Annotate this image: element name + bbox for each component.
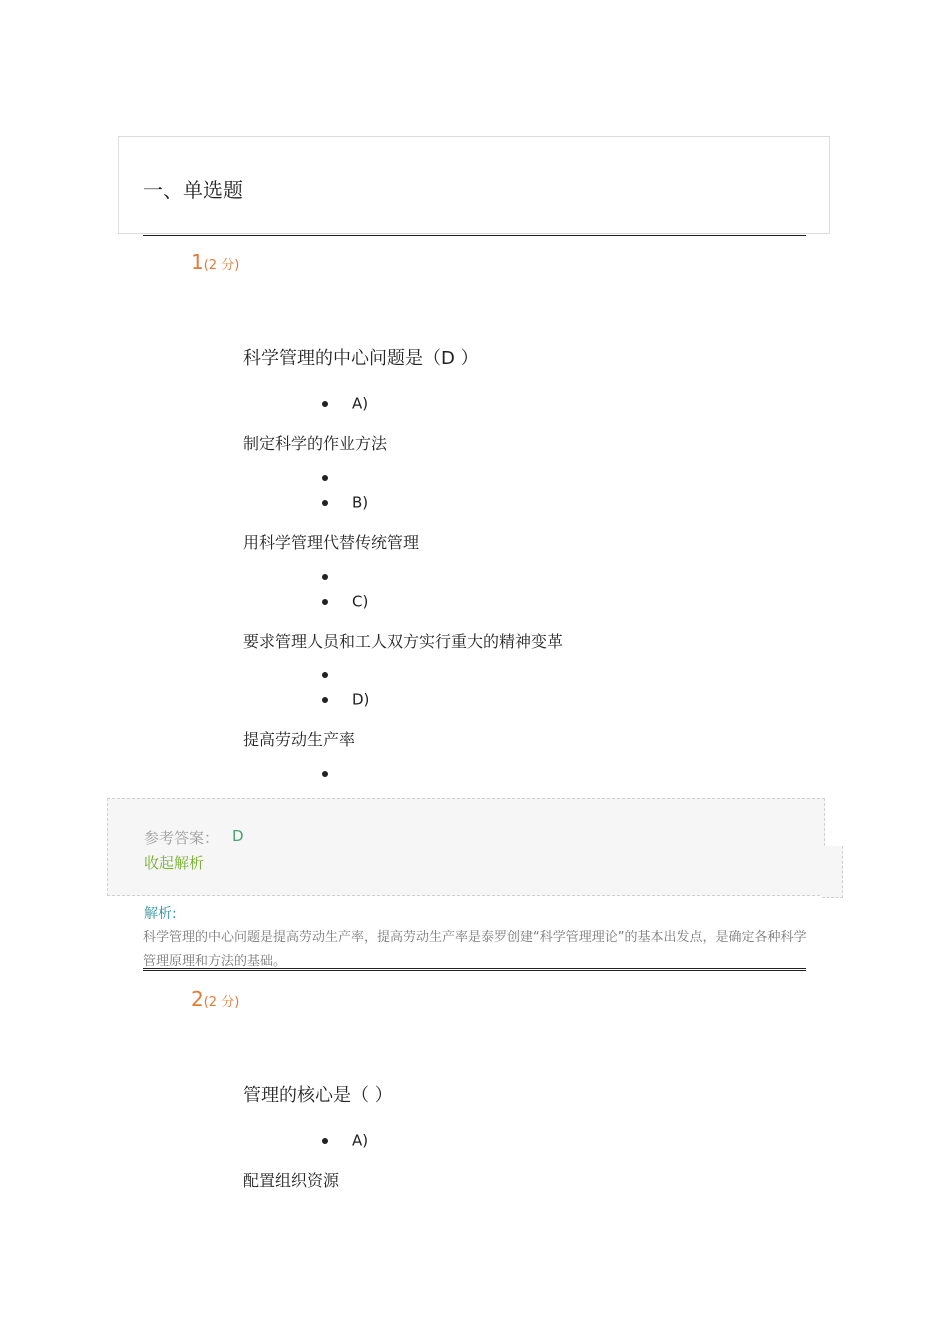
empty-bullet <box>322 467 352 486</box>
section-divider <box>143 235 806 236</box>
option-text: 提高劳动生产率 <box>243 730 356 749</box>
empty-bullet <box>322 763 352 782</box>
bullet-icon <box>322 500 328 506</box>
analysis-text: 科学管理的中心问题是提高劳动生产率，提高劳动生产率是泰罗创建“科学管理理论”的基本出发点，是确定各种科学管理原理和方法的基础。 <box>143 930 807 969</box>
question-text: 管理的核心是（ ） <box>243 1085 393 1106</box>
section-title: 一、单选题 <box>143 178 243 202</box>
answer-value: D <box>232 827 244 845</box>
option-item[interactable] <box>322 689 369 709</box>
option-item[interactable] <box>322 492 368 512</box>
question-text: 科学管理的中心问题是（D ） <box>243 348 479 369</box>
bullet-icon <box>322 599 328 605</box>
bullet-icon <box>322 401 328 407</box>
answer-panel-edge <box>822 846 843 898</box>
option-text: 要求管理人员和工人双方实行重大的精神变革 <box>243 632 564 651</box>
option-text: 配置组织资源 <box>243 1171 340 1190</box>
question-number-value: 1 <box>191 250 204 274</box>
option-label: B) <box>352 493 369 512</box>
option-label: D) <box>352 690 370 709</box>
analysis-label: 解析: <box>144 906 177 922</box>
question-number <box>191 250 239 274</box>
bullet-icon <box>322 672 328 678</box>
question-number-value: 2 <box>191 987 204 1011</box>
question-divider <box>143 968 806 971</box>
option-text: 用科学管理代替传统管理 <box>243 533 420 552</box>
question-number <box>191 987 239 1011</box>
bullet-icon <box>322 574 328 580</box>
option-item[interactable] <box>322 1130 368 1150</box>
bullet-icon <box>322 475 328 481</box>
question-points: (2 分) <box>203 995 240 1010</box>
empty-bullet <box>322 664 352 683</box>
bullet-icon <box>322 1138 328 1144</box>
bullet-icon <box>322 697 328 703</box>
option-item[interactable] <box>322 393 368 413</box>
option-text: 制定科学的作业方法 <box>243 434 388 453</box>
option-label: A) <box>352 1131 369 1150</box>
question-points: (2 分) <box>203 258 240 273</box>
option-item[interactable] <box>322 591 368 611</box>
empty-bullet <box>322 566 352 585</box>
answer-label: 参考答案： <box>144 829 220 847</box>
collapse-analysis-link[interactable]: 收起解析 <box>144 854 205 872</box>
option-label: A) <box>352 394 369 413</box>
option-label: C) <box>352 592 369 611</box>
bullet-icon <box>322 771 328 777</box>
